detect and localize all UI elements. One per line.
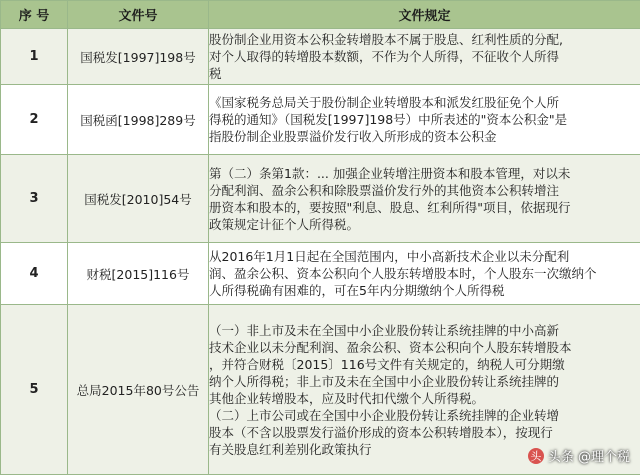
- table-row: [1, 243, 640, 305]
- rule-line: 人所得税确有困难的，可在5年内分期缴纳个人所得税: [209, 282, 640, 299]
- rule-line: 从2016年1月1日起在全国范围内，中小高新技术企业以未分配利: [209, 248, 640, 265]
- cell-rule: [209, 243, 640, 305]
- rule-line: 指股份制企业股票溢价发行收入所形成的资本公积金: [209, 128, 640, 145]
- table-row: [1, 155, 640, 243]
- header-rule: 文件规定: [209, 1, 640, 29]
- header-seq: 序 号: [1, 1, 68, 29]
- cell-rule: [209, 29, 640, 85]
- rule-line: 《国家税务总局关于股份制企业转增股本和派发红股征免个人所: [209, 94, 640, 111]
- cell-rule: [209, 155, 640, 243]
- table-row: [1, 85, 640, 155]
- cell-doc-no: 国税发[2010]54号: [68, 155, 209, 243]
- cell-doc-no: 国税函[1998]289号: [68, 85, 209, 155]
- rule-line: （一）非上市及未在全国中小企业股份转让系统挂牌的中小高新: [209, 322, 640, 339]
- cell-seq: 2: [1, 85, 68, 155]
- rule-line: 政策规定计征个人所得税。: [209, 216, 640, 233]
- cell-doc-no: 总局2015年80号公告: [68, 305, 209, 475]
- rule-line: 册资本和股本的，要按照"利息、股息、红利所得"项目，依据现行: [209, 199, 640, 216]
- rule-line: 税: [209, 65, 640, 82]
- rule-line: ，并符合财税〔2015〕116号文件有关规定的，纳税人可分期缴: [209, 356, 640, 373]
- rule-line: 其他企业转增股本，应及时代扣代缴个人所得税。: [209, 390, 640, 407]
- rule-line: （二）上市公司或在全国中小企业股份转让系统挂牌的企业转增: [209, 407, 640, 424]
- rule-line: 对个人取得的转增股本数额，不作为个人所得，不征收个人所得: [209, 48, 640, 65]
- table-row: [1, 29, 640, 85]
- rule-line: 分配利润、盈余公积和除股票溢价发行外的其他资本公积转增注: [209, 182, 640, 199]
- cell-doc-no: 国税发[1997]198号: [68, 29, 209, 85]
- cell-seq: 4: [1, 243, 68, 305]
- rule-line: 纳个人所得税；非上市及未在全国中小企业股份转让系统挂牌的: [209, 373, 640, 390]
- rule-line: 得税的通知》（国税发[1997]198号）中所表述的"资本公积金"是: [209, 111, 640, 128]
- toutiao-logo-icon: 头: [528, 448, 544, 464]
- rule-line: 股份制企业用资本公积金转增股本不属于股息、红利性质的分配,: [209, 31, 640, 48]
- watermark-text: 头条 @理个税: [548, 446, 630, 465]
- header-doc-no: 文件号: [68, 1, 209, 29]
- watermark: [528, 446, 630, 465]
- rule-line: 股本（不含以股票发行溢价形成的资本公积转增股本），按现行: [209, 424, 640, 441]
- table-header-row: [1, 1, 640, 29]
- rule-line: 技术企业以未分配利润、盈余公积、资本公积向个人股东转增股本: [209, 339, 640, 356]
- rule-line: 第（二）条第1款：... 加强企业转增注册资本和股本管理，对以未: [209, 165, 640, 182]
- rule-line: 润、盈余公积、资本公积向个人股东转增股本时，个人股东一次缴纳个: [209, 265, 640, 282]
- rule-line: 有关股息红利差别化政策执行: [209, 441, 640, 458]
- cell-rule: [209, 85, 640, 155]
- cell-seq: 1: [1, 29, 68, 85]
- cell-seq: 5: [1, 305, 68, 475]
- cell-doc-no: 财税[2015]116号: [68, 243, 209, 305]
- cell-seq: 3: [1, 155, 68, 243]
